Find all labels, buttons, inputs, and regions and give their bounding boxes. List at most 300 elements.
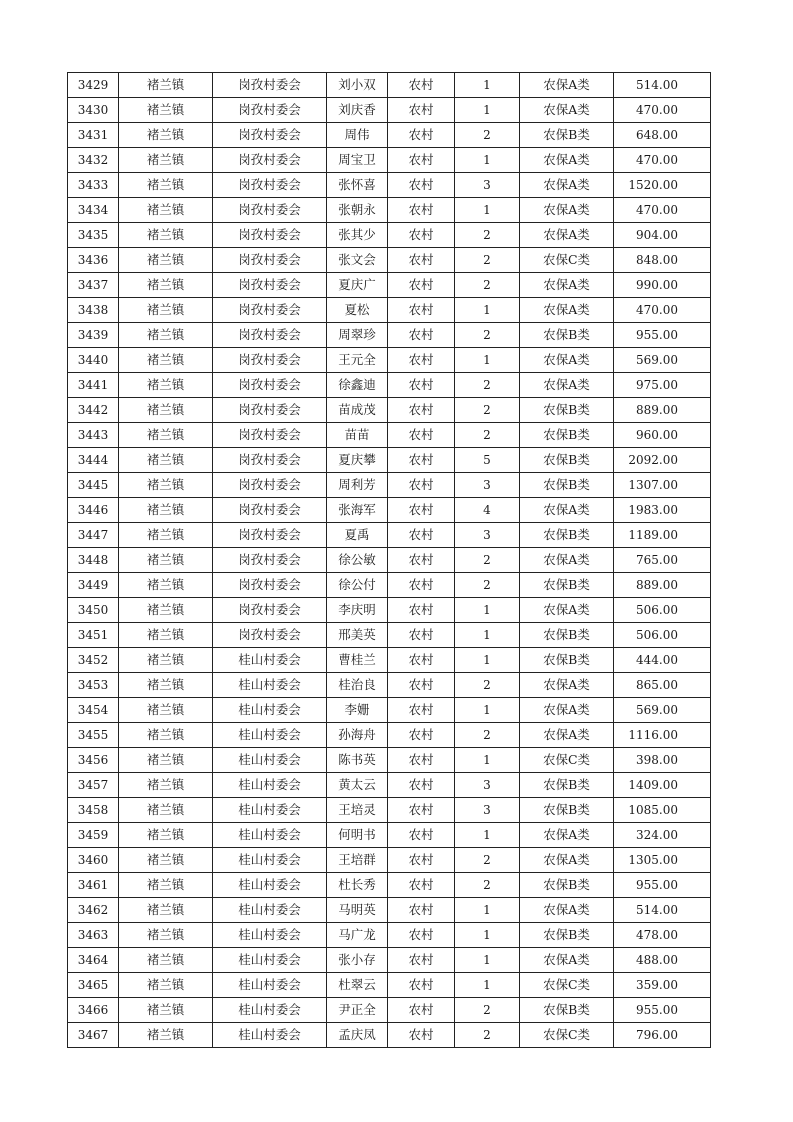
area-type-cell: 农村	[388, 748, 455, 773]
table-row	[68, 198, 711, 223]
amount-cell: 506.00	[614, 623, 711, 648]
area-type-cell: 农村	[388, 423, 455, 448]
row-number-cell: 3429	[68, 73, 119, 98]
amount-cell: 1307.00	[614, 473, 711, 498]
row-number-cell: 3463	[68, 923, 119, 948]
amount-cell: 975.00	[614, 373, 711, 398]
person-name-cell: 刘庆香	[327, 98, 388, 123]
amount-cell: 1189.00	[614, 523, 711, 548]
table-row	[68, 248, 711, 273]
category-cell: 农保B类	[520, 923, 614, 948]
town-cell: 褚兰镇	[119, 1023, 213, 1048]
table-row	[68, 548, 711, 573]
category-cell: 农保A类	[520, 723, 614, 748]
category-cell: 农保B类	[520, 648, 614, 673]
category-cell: 农保A类	[520, 98, 614, 123]
amount-cell: 648.00	[614, 123, 711, 148]
amount-cell: 324.00	[614, 823, 711, 848]
household-count-cell: 1	[455, 823, 520, 848]
household-count-cell: 2	[455, 248, 520, 273]
row-number-cell: 3446	[68, 498, 119, 523]
town-cell: 褚兰镇	[119, 373, 213, 398]
table-row	[68, 398, 711, 423]
town-cell: 褚兰镇	[119, 673, 213, 698]
category-cell: 农保B类	[520, 998, 614, 1023]
household-count-cell: 3	[455, 473, 520, 498]
town-cell: 褚兰镇	[119, 223, 213, 248]
table-row	[68, 748, 711, 773]
amount-cell: 470.00	[614, 298, 711, 323]
category-cell: 农保B类	[520, 573, 614, 598]
category-cell: 农保A类	[520, 348, 614, 373]
row-number-cell: 3447	[68, 523, 119, 548]
amount-cell: 569.00	[614, 348, 711, 373]
category-cell: 农保A类	[520, 498, 614, 523]
area-type-cell: 农村	[388, 448, 455, 473]
household-count-cell: 1	[455, 698, 520, 723]
household-count-cell: 3	[455, 173, 520, 198]
amount-cell: 765.00	[614, 548, 711, 573]
village-committee-cell: 岗孜村委会	[213, 148, 327, 173]
village-committee-cell: 岗孜村委会	[213, 448, 327, 473]
row-number-cell: 3451	[68, 623, 119, 648]
assistance-table	[67, 72, 711, 1048]
row-number-cell: 3443	[68, 423, 119, 448]
person-name-cell: 王培灵	[327, 798, 388, 823]
amount-cell: 955.00	[614, 873, 711, 898]
person-name-cell: 张小存	[327, 948, 388, 973]
table-row	[68, 348, 711, 373]
village-committee-cell: 岗孜村委会	[213, 598, 327, 623]
person-name-cell: 李姗	[327, 698, 388, 723]
amount-cell: 796.00	[614, 1023, 711, 1048]
household-count-cell: 2	[455, 223, 520, 248]
area-type-cell: 农村	[388, 98, 455, 123]
person-name-cell: 桂治良	[327, 673, 388, 698]
amount-cell: 506.00	[614, 598, 711, 623]
town-cell: 褚兰镇	[119, 448, 213, 473]
town-cell: 褚兰镇	[119, 723, 213, 748]
category-cell: 农保A类	[520, 848, 614, 873]
town-cell: 褚兰镇	[119, 498, 213, 523]
row-number-cell: 3430	[68, 98, 119, 123]
person-name-cell: 陈书英	[327, 748, 388, 773]
area-type-cell: 农村	[388, 673, 455, 698]
table-row	[68, 323, 711, 348]
table-row	[68, 123, 711, 148]
amount-cell: 514.00	[614, 73, 711, 98]
row-number-cell: 3445	[68, 473, 119, 498]
area-type-cell: 农村	[388, 573, 455, 598]
amount-cell: 444.00	[614, 648, 711, 673]
area-type-cell: 农村	[388, 473, 455, 498]
village-committee-cell: 桂山村委会	[213, 1023, 327, 1048]
person-name-cell: 王培群	[327, 848, 388, 873]
category-cell: 农保A类	[520, 898, 614, 923]
area-type-cell: 农村	[388, 398, 455, 423]
category-cell: 农保B类	[520, 123, 614, 148]
table-body	[68, 73, 711, 1048]
person-name-cell: 孟庆凤	[327, 1023, 388, 1048]
row-number-cell: 3465	[68, 973, 119, 998]
village-committee-cell: 岗孜村委会	[213, 273, 327, 298]
table-row	[68, 448, 711, 473]
town-cell: 褚兰镇	[119, 548, 213, 573]
person-name-cell: 邢美英	[327, 623, 388, 648]
table-row	[68, 1023, 711, 1048]
person-name-cell: 夏庆攀	[327, 448, 388, 473]
table-row	[68, 673, 711, 698]
area-type-cell: 农村	[388, 548, 455, 573]
category-cell: 农保A类	[520, 823, 614, 848]
table-row	[68, 473, 711, 498]
amount-cell: 514.00	[614, 898, 711, 923]
area-type-cell: 农村	[388, 298, 455, 323]
row-number-cell: 3457	[68, 773, 119, 798]
town-cell: 褚兰镇	[119, 598, 213, 623]
village-committee-cell: 岗孜村委会	[213, 498, 327, 523]
table-row	[68, 498, 711, 523]
town-cell: 褚兰镇	[119, 148, 213, 173]
category-cell: 农保A类	[520, 198, 614, 223]
category-cell: 农保A类	[520, 73, 614, 98]
table-row	[68, 798, 711, 823]
household-count-cell: 2	[455, 673, 520, 698]
amount-cell: 1116.00	[614, 723, 711, 748]
table-row	[68, 723, 711, 748]
person-name-cell: 夏松	[327, 298, 388, 323]
household-count-cell: 1	[455, 148, 520, 173]
town-cell: 褚兰镇	[119, 898, 213, 923]
table-row	[68, 948, 711, 973]
village-committee-cell: 岗孜村委会	[213, 573, 327, 598]
town-cell: 褚兰镇	[119, 348, 213, 373]
household-count-cell: 1	[455, 923, 520, 948]
village-committee-cell: 岗孜村委会	[213, 223, 327, 248]
amount-cell: 1085.00	[614, 798, 711, 823]
area-type-cell: 农村	[388, 223, 455, 248]
area-type-cell: 农村	[388, 373, 455, 398]
town-cell: 褚兰镇	[119, 748, 213, 773]
town-cell: 褚兰镇	[119, 698, 213, 723]
table-row	[68, 998, 711, 1023]
row-number-cell: 3448	[68, 548, 119, 573]
household-count-cell: 1	[455, 73, 520, 98]
household-count-cell: 2	[455, 398, 520, 423]
village-committee-cell: 桂山村委会	[213, 748, 327, 773]
category-cell: 农保A类	[520, 298, 614, 323]
amount-cell: 2092.00	[614, 448, 711, 473]
table-row	[68, 773, 711, 798]
table-row	[68, 698, 711, 723]
area-type-cell: 农村	[388, 848, 455, 873]
town-cell: 褚兰镇	[119, 623, 213, 648]
person-name-cell: 杜长秀	[327, 873, 388, 898]
town-cell: 褚兰镇	[119, 198, 213, 223]
area-type-cell: 农村	[388, 273, 455, 298]
area-type-cell: 农村	[388, 523, 455, 548]
row-number-cell: 3452	[68, 648, 119, 673]
table-row	[68, 623, 711, 648]
household-count-cell: 3	[455, 798, 520, 823]
village-committee-cell: 桂山村委会	[213, 723, 327, 748]
household-count-cell: 2	[455, 1023, 520, 1048]
household-count-cell: 2	[455, 423, 520, 448]
person-name-cell: 张其少	[327, 223, 388, 248]
household-count-cell: 1	[455, 748, 520, 773]
household-count-cell: 5	[455, 448, 520, 473]
table-row	[68, 173, 711, 198]
table-row	[68, 648, 711, 673]
village-committee-cell: 岗孜村委会	[213, 473, 327, 498]
household-count-cell: 2	[455, 723, 520, 748]
table-row	[68, 923, 711, 948]
village-committee-cell: 岗孜村委会	[213, 123, 327, 148]
person-name-cell: 马广龙	[327, 923, 388, 948]
person-name-cell: 夏禹	[327, 523, 388, 548]
town-cell: 褚兰镇	[119, 423, 213, 448]
area-type-cell: 农村	[388, 973, 455, 998]
category-cell: 农保B类	[520, 523, 614, 548]
category-cell: 农保B类	[520, 873, 614, 898]
village-committee-cell: 岗孜村委会	[213, 623, 327, 648]
table-row	[68, 573, 711, 598]
person-name-cell: 苗苗	[327, 423, 388, 448]
area-type-cell: 农村	[388, 173, 455, 198]
person-name-cell: 张文会	[327, 248, 388, 273]
area-type-cell: 农村	[388, 798, 455, 823]
category-cell: 农保C类	[520, 1023, 614, 1048]
amount-cell: 848.00	[614, 248, 711, 273]
category-cell: 农保C类	[520, 748, 614, 773]
area-type-cell: 农村	[388, 998, 455, 1023]
village-committee-cell: 桂山村委会	[213, 848, 327, 873]
town-cell: 褚兰镇	[119, 273, 213, 298]
person-name-cell: 刘小双	[327, 73, 388, 98]
person-name-cell: 周伟	[327, 123, 388, 148]
table-row	[68, 73, 711, 98]
household-count-cell: 1	[455, 598, 520, 623]
household-count-cell: 2	[455, 998, 520, 1023]
category-cell: 农保A类	[520, 173, 614, 198]
village-committee-cell: 岗孜村委会	[213, 373, 327, 398]
row-number-cell: 3455	[68, 723, 119, 748]
category-cell: 农保B类	[520, 448, 614, 473]
town-cell: 褚兰镇	[119, 73, 213, 98]
category-cell: 农保B类	[520, 423, 614, 448]
row-number-cell: 3439	[68, 323, 119, 348]
town-cell: 褚兰镇	[119, 248, 213, 273]
row-number-cell: 3441	[68, 373, 119, 398]
amount-cell: 990.00	[614, 273, 711, 298]
household-count-cell: 4	[455, 498, 520, 523]
row-number-cell: 3454	[68, 698, 119, 723]
area-type-cell: 农村	[388, 923, 455, 948]
amount-cell: 960.00	[614, 423, 711, 448]
person-name-cell: 马明英	[327, 898, 388, 923]
area-type-cell: 农村	[388, 873, 455, 898]
person-name-cell: 尹正全	[327, 998, 388, 1023]
area-type-cell: 农村	[388, 948, 455, 973]
category-cell: 农保B类	[520, 623, 614, 648]
person-name-cell: 徐公敏	[327, 548, 388, 573]
town-cell: 褚兰镇	[119, 848, 213, 873]
category-cell: 农保B类	[520, 798, 614, 823]
person-name-cell: 周宝卫	[327, 148, 388, 173]
household-count-cell: 1	[455, 198, 520, 223]
row-number-cell: 3453	[68, 673, 119, 698]
town-cell: 褚兰镇	[119, 973, 213, 998]
ledger-sheet	[67, 72, 711, 1048]
row-number-cell: 3433	[68, 173, 119, 198]
amount-cell: 1409.00	[614, 773, 711, 798]
amount-cell: 889.00	[614, 573, 711, 598]
household-count-cell: 2	[455, 373, 520, 398]
village-committee-cell: 岗孜村委会	[213, 548, 327, 573]
household-count-cell: 2	[455, 273, 520, 298]
village-committee-cell: 岗孜村委会	[213, 423, 327, 448]
amount-cell: 359.00	[614, 973, 711, 998]
town-cell: 褚兰镇	[119, 773, 213, 798]
village-committee-cell: 岗孜村委会	[213, 248, 327, 273]
person-name-cell: 周翠珍	[327, 323, 388, 348]
row-number-cell: 3466	[68, 998, 119, 1023]
amount-cell: 955.00	[614, 323, 711, 348]
town-cell: 褚兰镇	[119, 123, 213, 148]
town-cell: 褚兰镇	[119, 98, 213, 123]
village-committee-cell: 桂山村委会	[213, 898, 327, 923]
row-number-cell: 3440	[68, 348, 119, 373]
table-row	[68, 98, 711, 123]
person-name-cell: 张朝永	[327, 198, 388, 223]
amount-cell: 398.00	[614, 748, 711, 773]
village-committee-cell: 桂山村委会	[213, 648, 327, 673]
household-count-cell: 3	[455, 773, 520, 798]
village-committee-cell: 桂山村委会	[213, 948, 327, 973]
household-count-cell: 1	[455, 948, 520, 973]
area-type-cell: 农村	[388, 348, 455, 373]
person-name-cell: 王元全	[327, 348, 388, 373]
person-name-cell: 夏庆广	[327, 273, 388, 298]
table-row	[68, 273, 711, 298]
village-committee-cell: 岗孜村委会	[213, 98, 327, 123]
row-number-cell: 3434	[68, 198, 119, 223]
amount-cell: 955.00	[614, 998, 711, 1023]
area-type-cell: 农村	[388, 323, 455, 348]
table-row	[68, 973, 711, 998]
area-type-cell: 农村	[388, 248, 455, 273]
person-name-cell: 周利芳	[327, 473, 388, 498]
town-cell: 褚兰镇	[119, 323, 213, 348]
row-number-cell: 3436	[68, 248, 119, 273]
row-number-cell: 3449	[68, 573, 119, 598]
category-cell: 农保A类	[520, 948, 614, 973]
household-count-cell: 1	[455, 648, 520, 673]
area-type-cell: 农村	[388, 73, 455, 98]
table-row	[68, 373, 711, 398]
town-cell: 褚兰镇	[119, 648, 213, 673]
town-cell: 褚兰镇	[119, 923, 213, 948]
table-row	[68, 423, 711, 448]
person-name-cell: 张怀喜	[327, 173, 388, 198]
town-cell: 褚兰镇	[119, 173, 213, 198]
table-row	[68, 848, 711, 873]
person-name-cell: 何明书	[327, 823, 388, 848]
household-count-cell: 3	[455, 523, 520, 548]
amount-cell: 569.00	[614, 698, 711, 723]
category-cell: 农保B类	[520, 323, 614, 348]
town-cell: 褚兰镇	[119, 823, 213, 848]
category-cell: 农保B类	[520, 773, 614, 798]
row-number-cell: 3442	[68, 398, 119, 423]
category-cell: 农保A类	[520, 148, 614, 173]
category-cell: 农保B类	[520, 398, 614, 423]
table-row	[68, 298, 711, 323]
area-type-cell: 农村	[388, 123, 455, 148]
household-count-cell: 2	[455, 323, 520, 348]
row-number-cell: 3456	[68, 748, 119, 773]
town-cell: 褚兰镇	[119, 948, 213, 973]
village-committee-cell: 桂山村委会	[213, 973, 327, 998]
household-count-cell: 2	[455, 848, 520, 873]
person-name-cell: 徐鑫迪	[327, 373, 388, 398]
amount-cell: 1305.00	[614, 848, 711, 873]
household-count-cell: 2	[455, 573, 520, 598]
category-cell: 农保C类	[520, 248, 614, 273]
amount-cell: 1983.00	[614, 498, 711, 523]
village-committee-cell: 岗孜村委会	[213, 398, 327, 423]
town-cell: 褚兰镇	[119, 573, 213, 598]
row-number-cell: 3464	[68, 948, 119, 973]
amount-cell: 904.00	[614, 223, 711, 248]
area-type-cell: 农村	[388, 648, 455, 673]
town-cell: 褚兰镇	[119, 523, 213, 548]
household-count-cell: 1	[455, 348, 520, 373]
row-number-cell: 3437	[68, 273, 119, 298]
village-committee-cell: 岗孜村委会	[213, 73, 327, 98]
category-cell: 农保A类	[520, 698, 614, 723]
table-row	[68, 523, 711, 548]
village-committee-cell: 桂山村委会	[213, 798, 327, 823]
table-row	[68, 223, 711, 248]
row-number-cell: 3467	[68, 1023, 119, 1048]
amount-cell: 470.00	[614, 198, 711, 223]
table-row	[68, 823, 711, 848]
category-cell: 农保A类	[520, 673, 614, 698]
area-type-cell: 农村	[388, 598, 455, 623]
row-number-cell: 3438	[68, 298, 119, 323]
area-type-cell: 农村	[388, 898, 455, 923]
table-row	[68, 148, 711, 173]
person-name-cell: 张海军	[327, 498, 388, 523]
category-cell: 农保A类	[520, 223, 614, 248]
household-count-cell: 1	[455, 973, 520, 998]
category-cell: 农保A类	[520, 548, 614, 573]
person-name-cell: 黄太云	[327, 773, 388, 798]
town-cell: 褚兰镇	[119, 298, 213, 323]
household-count-cell: 2	[455, 123, 520, 148]
row-number-cell: 3460	[68, 848, 119, 873]
area-type-cell: 农村	[388, 1023, 455, 1048]
town-cell: 褚兰镇	[119, 998, 213, 1023]
table-row	[68, 898, 711, 923]
amount-cell: 478.00	[614, 923, 711, 948]
person-name-cell: 李庆明	[327, 598, 388, 623]
person-name-cell: 孙海舟	[327, 723, 388, 748]
household-count-cell: 2	[455, 548, 520, 573]
person-name-cell: 徐公付	[327, 573, 388, 598]
village-committee-cell: 桂山村委会	[213, 823, 327, 848]
